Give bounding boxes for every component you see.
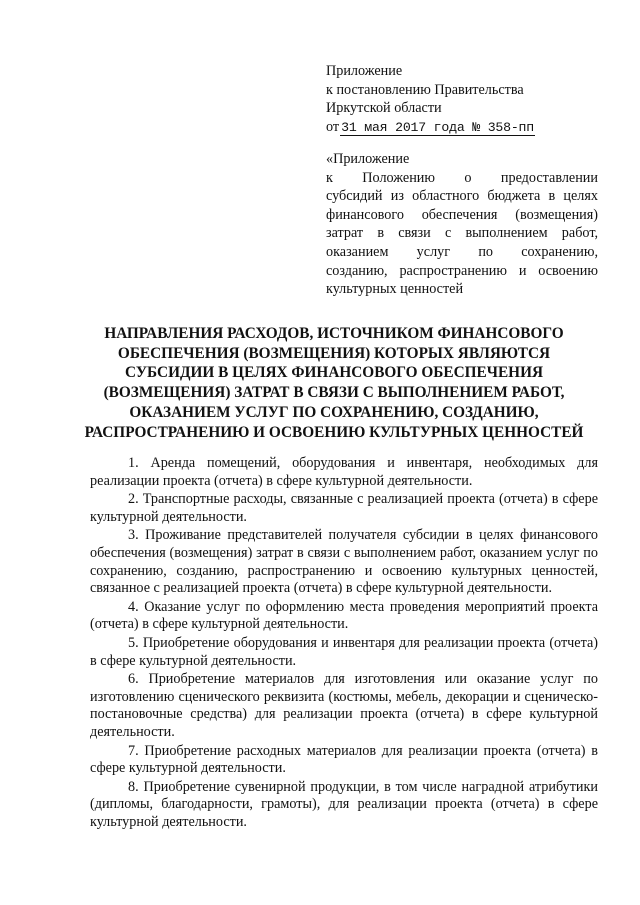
list-item: 3. Проживание представителей получателя субсидии в целях финансового обеспечения (возмещения) затрат в связи с выполнением работ, оказанием услуг по сохранению, созданию, распространению и освоению культурных ценностей, связанное с реализацией проекта (отчета) в сфере культурной деятельности. — [90, 527, 598, 597]
title-line: СУБСИДИИ В ЦЕЛЯХ ФИНАНСОВОГО ОБЕСПЕЧЕНИЯ — [124, 364, 544, 382]
list-item: 5. Приобретение оборудования и инвентаря для реализации проекта (отчета) в сфере культурной деятельности. — [90, 634, 598, 669]
title-line: ОБЕСПЕЧЕНИЯ (ВОЗМЕЩЕНИЯ) КОТОРЫХ ЯВЛЯЮТСЯ — [117, 344, 551, 362]
list-item: 7. Приобретение расходных материалов для реализации проекта (отчета) в сфере культурной деятельности. — [90, 742, 598, 777]
reference-line: затрат в связи с выполнением работ, — [326, 225, 598, 242]
list-item: 8. Приобретение сувенирной продукции, в том числе наградной атрибутики (дипломы, благодарности, грамоты), для реализации проекта (отчета) в сфере культурной деятельности. — [90, 778, 598, 830]
list-item: 4. Оказание услуг по оформлению места проведения мероприятий проекта (отчета) в сфере культурной деятельности. — [90, 598, 598, 633]
decree-date-line — [326, 118, 596, 138]
attachment-region: Иркутской области — [326, 100, 442, 116]
attachment-decree-ref: к постановлению Правительства — [326, 81, 524, 98]
title-line: РАСПРОСТРАНЕНИЮ И ОСВОЕНИЮ КУЛЬТУРНЫХ ЦЕННОСТЕЙ — [84, 423, 584, 441]
decree-number-sign: № — [472, 119, 480, 135]
title-line: ОКАЗАНИЕМ УСЛУГ ПО СОХРАНЕНИЮ, СОЗДАНИЮ, — [129, 403, 539, 421]
document-title — [70, 324, 598, 442]
reference-line: к Положению о предоставлении — [326, 169, 598, 186]
attachment-header — [326, 62, 596, 137]
decree-date-value: 31 мая 2017 года — [341, 119, 465, 135]
reference-line: созданию, распространению и освоению — [326, 262, 598, 279]
expense-items-list — [90, 455, 598, 832]
title-line: НАПРАВЛЕНИЯ РАСХОДОВ, ИСТОЧНИКОМ ФИНАНСОВОГО — [104, 325, 564, 342]
reference-line: культурных ценностей — [326, 281, 464, 298]
reference-line: финансового обеспечения (возмещения) — [326, 206, 598, 223]
attachment-label: Приложение — [326, 63, 403, 79]
reference-line: оказанием услуг по сохранению, — [326, 243, 598, 260]
reference-line: субсидий из областного бюджета в целях — [326, 188, 598, 205]
reference-label: «Приложение — [326, 151, 410, 167]
regulation-reference — [326, 150, 598, 299]
decree-date — [340, 120, 535, 136]
list-item: 2. Транспортные расходы, связанные с реализацией проекта (отчета) в сфере культурной деятельности. — [90, 491, 598, 525]
list-item: 1. Аренда помещений, оборудования и инвентаря, необходимых для реализации проекта (отчета) в сфере культурной деятельности. — [90, 455, 598, 489]
list-item: 6. Приобретение материалов для изготовления или оказание услуг по изготовлению сценического реквизита (костюмы, мебель, декорации и сценическо-постановочные средства) для реализации проекта (отчета) в сфере культурной деятельности. — [90, 671, 598, 740]
date-prefix: от — [326, 118, 340, 135]
decree-number: 358-пп — [487, 119, 534, 135]
title-line: (ВОЗМЕЩЕНИЯ) ЗАТРАТ В СВЯЗИ С ВЫПОЛНЕНИЕМ РАБОТ, — [103, 384, 565, 402]
